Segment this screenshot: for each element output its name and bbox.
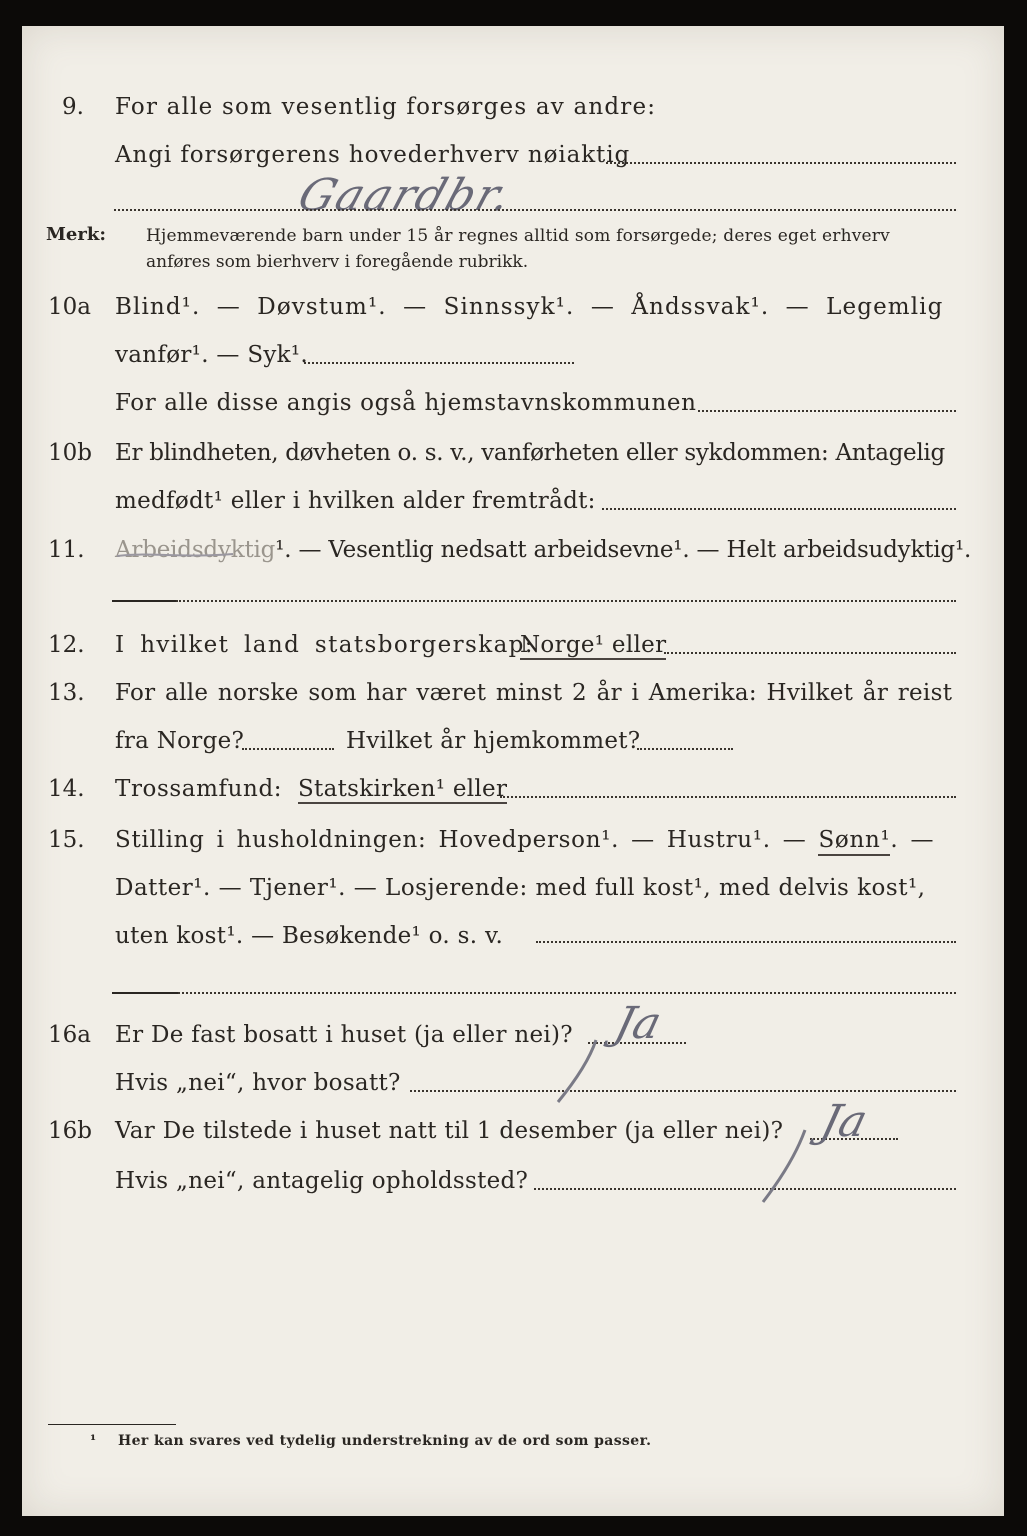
q12-underlined-option: Norge¹ eller xyxy=(520,632,667,658)
q16b-line2: Hvis „nei“, antagelig opholdssted? xyxy=(115,1168,529,1194)
q9-handwritten-answer: Gaardbr. xyxy=(291,170,520,221)
q12-blank xyxy=(664,652,956,654)
q14-number: 14. xyxy=(48,776,85,802)
q15-line2: Datter¹. — Tjener¹. — Losjerende: med full kost¹, med delvis kost¹, xyxy=(115,875,926,901)
q13-number: 13. xyxy=(48,680,85,706)
q16a-number: 16a xyxy=(48,1022,91,1048)
q14-underlined-option: Statskirken¹ eller xyxy=(298,776,508,802)
q13-line2a: fra Norge? xyxy=(115,728,245,754)
census-form-page xyxy=(22,26,1004,1516)
q10b-line1: Er blindheten, døvheten o. s. v., vanførheten eller sykdommen: Antagelig xyxy=(115,440,945,466)
q10a-line2: vanfør¹. — Syk¹. xyxy=(115,342,309,368)
q10b-line2-blank xyxy=(602,508,956,510)
q9-number: 9. xyxy=(62,94,84,120)
q16b-ditto-stroke xyxy=(757,1126,817,1206)
q10a-line3: For alle disse angis også hjemstavnskommunen xyxy=(115,390,697,416)
q10a-line3-blank xyxy=(698,410,956,412)
q11-underline-short xyxy=(112,600,176,602)
q13-year-out-blank xyxy=(242,748,334,750)
q16b-handwritten-answer: Ja xyxy=(815,1096,873,1147)
q15-underlined-option: Sønn¹ xyxy=(818,827,890,856)
q15-line1-c: . — xyxy=(890,827,935,853)
q15-answer-line xyxy=(178,992,956,994)
q10a-number: 10a xyxy=(48,294,91,320)
q11-line xyxy=(115,539,971,562)
merk-label: Merk: xyxy=(46,224,106,245)
q10b-number: 10b xyxy=(48,440,92,466)
q9-line1: For alle som vesentlig forsørges av andre: xyxy=(115,94,657,120)
q12-prefix: I hvilket land statsborgerskap: xyxy=(115,632,534,658)
q16b-number: 16b xyxy=(48,1118,92,1144)
q16b-line1: Var De tilstede i huset natt til 1 desember (ja eller nei)? xyxy=(115,1118,784,1144)
q9-answer-line-2 xyxy=(114,209,956,211)
q11-answer-line xyxy=(176,600,956,602)
q16a-line2: Hvis „nei“, hvor bosatt? xyxy=(115,1070,401,1096)
q13-line2b: Hvilket år hjemkommet? xyxy=(346,728,641,754)
q14-blank xyxy=(500,796,956,798)
q16a-ditto-stroke xyxy=(552,1036,612,1106)
q9-answer-line xyxy=(606,162,956,164)
q11-number: 11. xyxy=(48,537,85,563)
footnote-rule xyxy=(48,1424,176,1425)
q11-pencil-strike xyxy=(115,548,235,562)
q16b-line2-blank xyxy=(534,1188,956,1190)
q16a-line2-blank xyxy=(410,1090,956,1092)
q14-prefix: Trossamfund: xyxy=(115,776,283,802)
q16a-line1: Er De fast bosatt i huset (ja eller nei)? xyxy=(115,1022,573,1048)
q15-line1 xyxy=(115,829,934,852)
q15-underline-short xyxy=(112,992,178,994)
q13-year-back-blank xyxy=(637,748,733,750)
q9-line2: Angi forsørgerens hovederhverv nøiaktig xyxy=(115,142,631,168)
q10a-line1: Blind¹. — Døvstum¹. — Sinnssyk¹. — Åndssvak¹. — Legemlig xyxy=(115,294,944,320)
merk-line1: Hjemmeværende barn under 15 år regnes alltid som forsørgede; deres eget erhverv xyxy=(146,226,890,246)
q15-line3: uten kost¹. — Besøkende¹ o. s. v. xyxy=(115,923,504,949)
footnote-text: Her kan svares ved tydelig understrekning av de ord som passer. xyxy=(118,1433,652,1449)
q13-line1: For alle norske som har været minst 2 år i Amerika: Hvilket år reist xyxy=(115,680,953,706)
q15-number: 15. xyxy=(48,827,85,853)
q10a-line2-blank xyxy=(304,362,574,364)
q11-struck-option: Arbeidsdyktig xyxy=(115,537,276,563)
q11-options: ¹. — Vesentlig nedsatt arbeidsevne¹. — Helt arbeidsudyktig¹. xyxy=(275,537,972,563)
q16a-handwritten-answer: Ja xyxy=(609,998,667,1049)
q10b-line2: medfødt¹ eller i hvilken alder fremtrådt: xyxy=(115,488,596,514)
q12-number: 12. xyxy=(48,632,85,658)
footnote-mark: ¹ xyxy=(90,1433,97,1449)
q15-line1-a: Stilling i husholdningen: Hovedperson¹. — Hustru¹. — xyxy=(115,827,807,853)
merk-line2: anføres som bierhverv i foregående rubrikk. xyxy=(146,252,529,272)
q15-blank xyxy=(536,941,956,943)
